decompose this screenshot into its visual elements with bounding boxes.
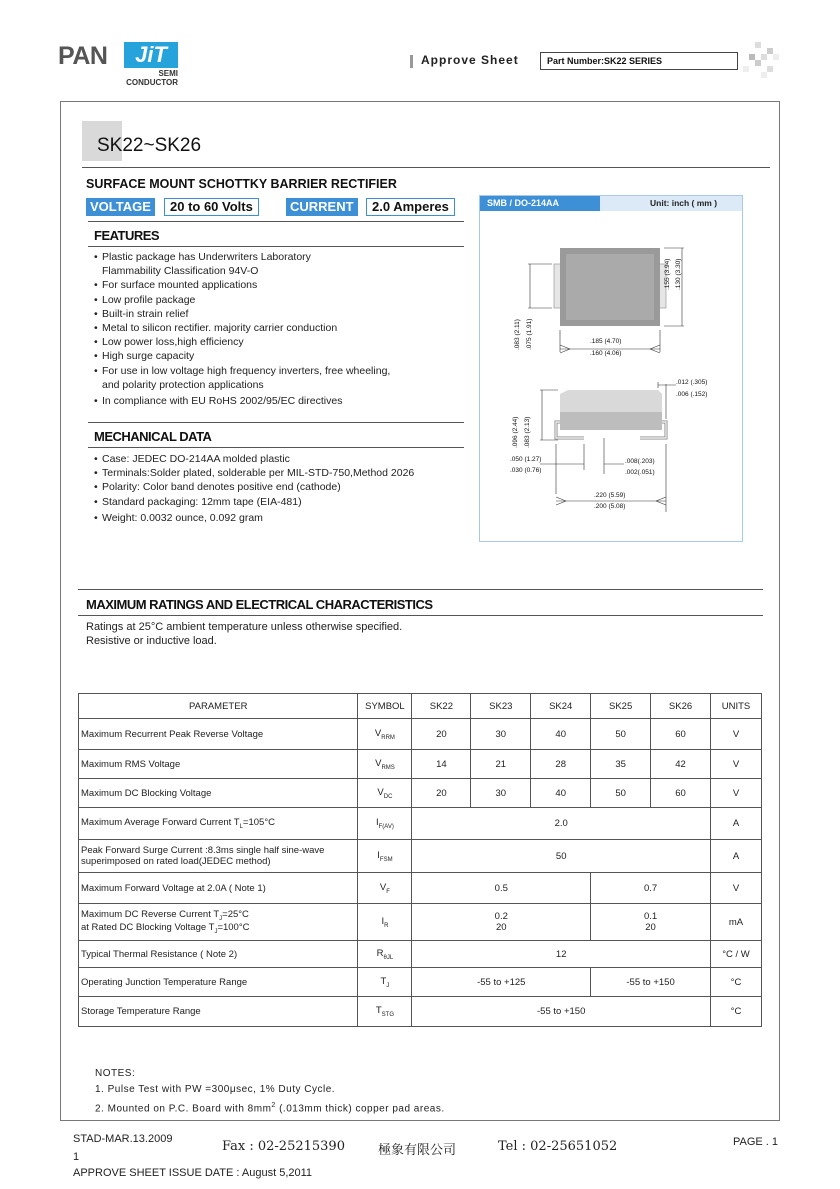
param-cell: Storage Temperature Range [79, 997, 358, 1027]
subtitle: SURFACE MOUNT SCHOTTKY BARRIER RECTIFIER [86, 177, 397, 191]
voltage-tag-label: VOLTAGE [86, 198, 155, 216]
value-cell: 28 [531, 750, 591, 779]
value-cell: 20 [412, 779, 471, 808]
feature-item: • Low power loss,high efficiency [86, 335, 466, 349]
feature-item: • For surface mounted applications [86, 278, 466, 292]
dim-f2a: .008(.203) [625, 458, 655, 465]
approve-bar [410, 55, 413, 68]
table-header-row [79, 694, 762, 719]
mechanical-list [86, 452, 466, 525]
note-1: 1. Pulse Test with PW =300μsec, 1% Duty Cycle. [95, 1084, 336, 1095]
footer-tel: Tel : 02-25651052 [498, 1139, 618, 1154]
dim-h2a: .096 (2.44) [512, 416, 519, 448]
param-cell: Maximum Recurrent Peak Reverse Voltage [79, 719, 358, 750]
symbol-cell: $I_{FSM}$ [358, 840, 412, 873]
param-cell: Typical Thermal Resistance ( Note 2) [79, 941, 358, 968]
value-cell: 35 [591, 750, 651, 779]
param-cell: Operating Junction Temperature Range [79, 968, 358, 997]
value-cell: -55 to +125 [412, 968, 591, 997]
ratings-rule-top [78, 589, 763, 590]
value-cell: -55 to +150 [591, 968, 711, 997]
value-cell: 20 [412, 719, 471, 750]
col-header: SK24 [531, 694, 591, 719]
ratings-rule-bottom [78, 615, 763, 616]
features-rule-bottom [88, 246, 464, 247]
unit-cell: mA [710, 904, 761, 941]
value-cell: 0.5 [412, 873, 591, 904]
value-cell: 40 [531, 779, 591, 808]
param-cell: Maximum Average Forward Current $T_L=105^\circ C$ [79, 808, 358, 840]
feature-item: • High surge capacity [86, 349, 466, 363]
param-cell: Maximum Forward Voltage at 2.0A ( Note 1) [79, 873, 358, 904]
footer-one: 1 [73, 1151, 80, 1163]
symbol-cell: $I_R$ [358, 904, 412, 941]
voltage-tag-value: 20 to 60 Volts [164, 198, 259, 216]
value-cell: 60 [651, 779, 711, 808]
dim-t1a: .012 (.305) [676, 379, 708, 386]
value-cell: 21 [471, 750, 531, 779]
table-row [79, 968, 762, 997]
logo-pan: PAN [58, 42, 108, 70]
features-heading: FEATURES [94, 228, 160, 243]
ratings-table [78, 693, 762, 1027]
symbol-cell: $V_F$ [358, 873, 412, 904]
footer-company: 極象有限公司 [378, 1143, 457, 1158]
table-row [79, 904, 762, 941]
dim-h1b: .130 (3.30) [675, 258, 682, 290]
table-row [79, 873, 762, 904]
value-cell: 42 [651, 750, 711, 779]
feature-item: and polarity protection applications [102, 378, 264, 391]
mech-rule-bottom [88, 447, 464, 448]
logo-sub-conductor: CONDUCTOR [126, 78, 178, 87]
param-cell: Maximum DC Reverse Current $T_J=25^\circ C$ at Rated DC Blocking Voltage $T_J=100^\circ C$ [79, 904, 358, 941]
mech-item: • Case: JEDEC DO-214AA molded plastic [86, 452, 466, 466]
symbol-cell: $V_{RMS}$ [358, 750, 412, 779]
unit-cell: °C / W [710, 941, 761, 968]
part-number-box: Part Number:SK22 SERIES [540, 52, 738, 70]
dim-w1b: .160 (4.06) [590, 350, 622, 357]
unit-cell: °C [710, 968, 761, 997]
value-cell: 30 [471, 779, 531, 808]
features-rule-top [88, 221, 464, 222]
mechanical-heading: MECHANICAL DATA [94, 429, 212, 444]
mech-item: • Terminals:Solder plated, solderable per MIL-STD-750,Method 2026 [86, 466, 466, 480]
table-row [79, 840, 762, 873]
unit-cell: V [710, 779, 761, 808]
symbol-cell: $I_{F(AV)}$ [358, 808, 412, 840]
package-title: SMB / DO-214AA [480, 196, 600, 211]
unit-cell: V [710, 719, 761, 750]
unit-cell: °C [710, 997, 761, 1027]
checker-decoration [743, 42, 779, 78]
symbol-cell: $T_J$ [358, 968, 412, 997]
mech-item: • Standard packaging: 12mm tape (EIA-481) [86, 495, 466, 509]
value-cell: 50 [591, 779, 651, 808]
value-cell: 50 [591, 719, 651, 750]
feature-item: • For use in low voltage high frequency inverters, free wheeling, [86, 364, 466, 378]
col-header: PARAMETER [79, 694, 358, 719]
value-cell: 14 [412, 750, 471, 779]
table-row [79, 750, 762, 779]
dim-t1b: .006 (.152) [676, 391, 708, 398]
footer-page: PAGE . 1 [733, 1136, 779, 1148]
dim-h1a: .155 (3.94) [664, 258, 671, 290]
feature-item: • Metal to silicon rectifier. majority carrier conduction [86, 321, 466, 335]
table-row [79, 719, 762, 750]
features-list [86, 250, 466, 408]
table-row [79, 997, 762, 1027]
mech-item: • Weight: 0.0032 ounce, 0.092 gram [86, 511, 466, 525]
table-row [79, 941, 762, 968]
footer-fax: Fax : 02-25215390 [222, 1139, 345, 1154]
feature-item: • Low profile package [86, 293, 466, 307]
package-unit: Unit: inch ( mm ) [650, 198, 718, 208]
note-2: 2. Mounted on P.C. Board with $8mm^2$ (.013mm thick) copper pad areas. [95, 1102, 445, 1115]
col-header: SK23 [471, 694, 531, 719]
dim-f1a: .050 (1.27) [510, 456, 542, 463]
table-row [79, 779, 762, 808]
dim-f2b: .002(.051) [625, 469, 655, 476]
value-cell: 0.7 [591, 873, 711, 904]
mech-item: • Polarity: Color band denotes positive end (cathode) [86, 480, 466, 494]
param-cell: Maximum RMS Voltage [79, 750, 358, 779]
dim-f1b: .030 (0.76) [510, 467, 542, 474]
current-tag-value: 2.0 Amperes [366, 198, 455, 216]
footer-stad: STAD-MAR.13.2009 [73, 1133, 173, 1145]
col-header: SYMBOL [358, 694, 412, 719]
notes [95, 1066, 445, 1117]
value-cell: 0.2 20 [412, 904, 591, 941]
value-cell: 0.1 20 [591, 904, 711, 941]
col-header: SK25 [591, 694, 651, 719]
current-tag-label: CURRENT [286, 198, 358, 216]
feature-item: • Built-in strain relief [86, 307, 466, 321]
approve-sheet-label: Approve Sheet [421, 53, 519, 67]
param-cell: Peak Forward Surge Current :8.3ms single half sine-wave superimposed on rated load(JEDEC method) [79, 840, 358, 873]
value-cell: 60 [651, 719, 711, 750]
logo-jit: JiT [124, 42, 178, 68]
value-cell: 50 [412, 840, 711, 873]
ratings-note [86, 620, 402, 648]
ratings-heading: MAXIMUM RATINGS AND ELECTRICAL CHARACTERISTICS [86, 597, 433, 612]
value-cell: -55 to +150 [412, 997, 711, 1027]
feature-item: • In compliance with EU RoHS 2002/95/EC directives [86, 394, 466, 408]
dim-w1a: .185 (4.70) [590, 338, 622, 345]
dim-h2b: .083 (2.13) [524, 416, 531, 448]
value-cell: 30 [471, 719, 531, 750]
mech-rule-top [88, 422, 464, 423]
value-cell: 40 [531, 719, 591, 750]
col-header: SK22 [412, 694, 471, 719]
package-outline-drawing [480, 212, 742, 540]
symbol-cell: $R_{\theta JL}$ [358, 941, 412, 968]
value-cell: 12 [412, 941, 711, 968]
dim-w2a: .220 (5.59) [594, 492, 626, 499]
ratings-note-1: Ratings at 25°C ambient temperature unless otherwise specified. [86, 621, 403, 633]
feature-item: • Plastic package has Underwriters Laboratory [86, 250, 466, 264]
value-cell: 2.0 [412, 808, 711, 840]
ratings-note-2: Resistive or inductive load. [86, 635, 217, 647]
feature-item: Flammability Classification 94V-O [102, 265, 259, 278]
footer-issue-date: APPROVE SHEET ISSUE DATE : August 5,2011 [73, 1167, 313, 1179]
col-header: UNITS [710, 694, 761, 719]
page-title: SK22~SK26 [97, 135, 202, 156]
unit-cell: A [710, 840, 761, 873]
dim-l1b: .075 (1.91) [526, 318, 533, 350]
param-cell: Maximum DC Blocking Voltage [79, 779, 358, 808]
logo-subtitle [124, 69, 178, 87]
unit-cell: V [710, 750, 761, 779]
table-row [79, 808, 762, 840]
dim-w2b: .200 (5.08) [594, 503, 626, 510]
col-header: SK26 [651, 694, 711, 719]
unit-cell: A [710, 808, 761, 840]
symbol-cell: $V_{RRM}$ [358, 719, 412, 750]
unit-cell: V [710, 873, 761, 904]
dim-l1a: .083 (2.11) [514, 319, 521, 350]
title-divider [82, 167, 770, 168]
symbol-cell: $V_{DC}$ [358, 779, 412, 808]
logo-sub-semi: SEMI [158, 69, 178, 78]
notes-heading: NOTES: [95, 1068, 136, 1079]
symbol-cell: $T_{STG}$ [358, 997, 412, 1027]
